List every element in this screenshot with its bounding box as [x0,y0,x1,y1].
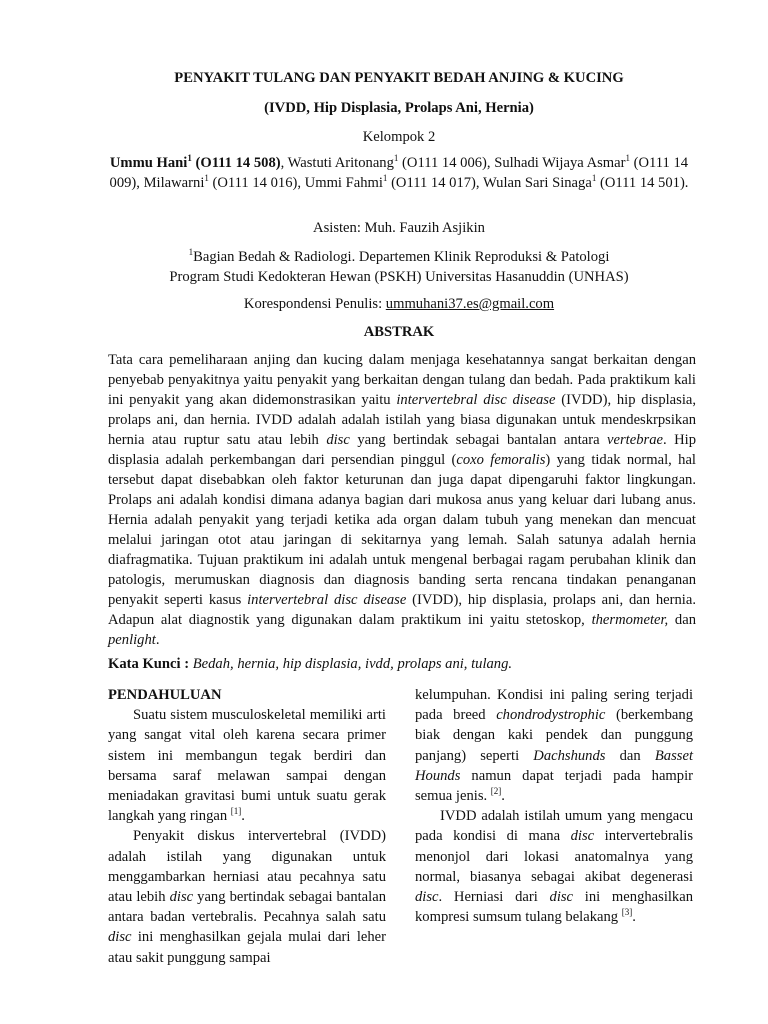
italic-term: chondrodystrophic [496,707,606,724]
text-run: (IVDD), hip displasia, prolaps ani, dan hernia. IVDD adalah adalah istilah yang biasa digunakan untuk mendeskrpsikan hernia atau ruptur satu atau lebih [108,392,697,448]
author-name: Ummu Hani [109,155,188,171]
text-run: dan [668,612,696,628]
text-run: . [241,808,245,825]
author-separator: , [297,175,305,191]
author-affiliation-sup: 1 [393,153,399,164]
author-separator: , [136,175,144,191]
italic-term: disc [108,929,132,946]
italic-term: intervertebral disc disease [247,592,407,608]
citation-ref: [3] [621,907,633,918]
author-student-id: (O111 14 017) [387,175,476,191]
italic-term: Basset Hounds [415,747,693,784]
affiliation-line-2: Program Studi Kedokteran Hewan (PSKH) Universitas Hasanuddin (UNHAS) [169,269,629,285]
text-run: yang bertindak sebagai bantalan antara badan vertebralis. Pecahnya salah satu [108,889,386,926]
keywords [108,654,696,674]
author [110,155,288,171]
text-run: kelumpuhan. Kondisi ini paling sering terjadi pada breed [415,687,693,724]
text-run: . [632,909,636,926]
text-run: ) yang tidak normal, hal tersebut dapat disebabkan oleh faktor keturunan dan juga dapat dipengaruhi faktor lingkungan. Prolaps ani adalah kondisi dimana adanya bagian dari mukosa anus yang keluar dari lubang anus. Hernia adalah penyakit yang terjadi ketika ada organ dalam tubuh yang menekan dan mencuat melalui jaringan otot atau jaringan di sekitarnya yang lemah. Salah satunya adalah hernia diafragmatika. Tujuan praktikum ini adalah untuk mengenal berbagai ragam perubahan klinik dan patologis, merumuskan diagnosis dan diagnosis banding serta rencana tindakan penanganan penyakit seperti kasus [108,452,696,608]
author-student-id: (O111 14 508) [191,155,281,171]
section-heading-pendahuluan: PENDAHULUAN [108,687,222,703]
paragraph [415,806,693,927]
paper-title: PENYAKIT TULANG DAN PENYAKIT BEDAH ANJING & KUCING [174,70,624,86]
author-student-id: (O111 14 006) [398,155,487,171]
correspondence [100,294,698,314]
author-separator: , [280,155,288,171]
text-run: . Hip displasia adalah perkembangan dari persendian pinggul ( [108,432,696,468]
author [288,155,495,171]
author-separator: , [486,155,495,171]
citation-ref: [2] [490,786,502,797]
abstract-heading: ABSTRAK [363,324,435,340]
text-run: (berkembang biak dengan kaki pendek dan punggung panjang) seperti [415,707,693,764]
author-name: Milawarni [143,175,205,191]
author-name: Sulhadi Wijaya Asmar [494,155,626,171]
affiliation-superscript: 1 [188,247,194,258]
text-run: namun dapat terjadi pada hampir semua jenis. [415,767,693,805]
paragraph [108,705,386,826]
author [305,175,483,191]
body-column-left [108,685,386,968]
author-student-id: (O111 14 016) [208,175,298,191]
author-name: Wulan Sari Sinaga [482,175,592,191]
assistant-line: Asisten: Muh. Fauzih Asjikin [313,220,485,236]
correspondence-email-link[interactable]: ummuhani37.es@gmail.com [385,296,555,312]
text-run: IVDD adalah istilah umum yang mengacu pada kondisi di mana [415,808,693,845]
italic-term: disc [169,889,194,906]
paragraph [415,685,693,806]
author-affiliation-sup: 1 [204,173,209,184]
author-student-id: (O111 14 009) [109,155,689,191]
italic-term: disc [549,889,574,906]
italic-term: thermometer, [591,612,669,628]
text-run: ini menghasilkan kompresi sumsum tulang belakang [415,889,693,926]
text-run: . [501,788,505,805]
italic-term: disc [326,432,350,448]
italic-term: intervertebral disc disease [396,392,556,408]
keywords-value: Bedah, hernia, hip displasia, ivdd, prolaps ani, tulang. [192,656,513,672]
text-run: dan [605,747,655,764]
group-label: Kelompok 2 [362,129,436,145]
paper-subtitle: (IVDD, Hip Displasia, Prolaps Ani, Hernia) [264,100,534,116]
text-run: (IVDD), hip displasia, prolaps ani, dan hernia. Adapun alat diagnostik yang digunakan dalam praktikum ini yaitu stetoskop, [108,592,696,628]
author-affiliation-sup: 1 [187,153,192,164]
italic-term: Dachshunds [533,747,606,764]
citation-ref: [1] [230,806,242,817]
keywords-label: Kata Kunci : [108,656,193,672]
text-run: . [155,632,160,648]
text-run: intervertebralis menonjol dari lokasi anatomalnya yang normal, biasanya sebagai akibat degenerasi [415,828,694,885]
affiliation [100,247,698,287]
author-student-id: (O111 14 501). [596,175,689,191]
author [483,175,689,191]
affiliation-line-1: Bagian Bedah & Radiologi. Departemen Klinik Reproduksi & Patologi [193,249,610,265]
body-column-right [415,685,693,927]
author-list [100,153,698,193]
text-run: . Herniasi dari [438,889,550,906]
text-run: Suatu sistem musculoskeletal memiliki arti yang sangat vital oleh karena secara primer sistem ini membangun tegak berdiri dan bersama saraf melawan sampai dengan meniadakan gravitasi bumi untuk suatu gerak langkah yang ringan [108,707,386,825]
author [144,175,305,191]
author-separator: , [475,175,483,191]
italic-term: vertebrae [607,432,663,448]
author-name: Wastuti Aritonang [287,155,394,171]
abstract-text [108,350,696,650]
author-name: Ummi Fahmi [304,175,383,191]
italic-term: disc [415,889,439,906]
author-affiliation-sup: 1 [591,173,597,184]
text-run: yang bertindak sebagai bantalan antara [349,432,608,448]
paragraph [108,826,386,967]
text-run: ini menghasilkan gejala mulai dari leher atau sakit punggung sampai [108,929,386,966]
italic-term: penlight [108,632,156,648]
correspondence-label: Korespondensi Penulis: [243,296,386,312]
italic-term: coxo femoralis [456,452,546,468]
author-affiliation-sup: 1 [382,173,388,184]
italic-term: disc [570,828,595,845]
text-run: Penyakit diskus intervertebral (IVDD) adalah istilah yang digunakan untuk menggambarkan herniasi atau pecahnya satu atau lebih [108,828,386,906]
text-run: Tata cara pemeliharaan anjing dan kucing dalam menjaga kesehatannya sangat berkaitan dengan penyebab penyakitnya yaitu penyakit yang berkaitan dengan tulang dan bedah. Pada praktikum kali ini penyakit yang akan didemonstrasikan yaitu [108,352,696,408]
author-affiliation-sup: 1 [625,153,630,164]
